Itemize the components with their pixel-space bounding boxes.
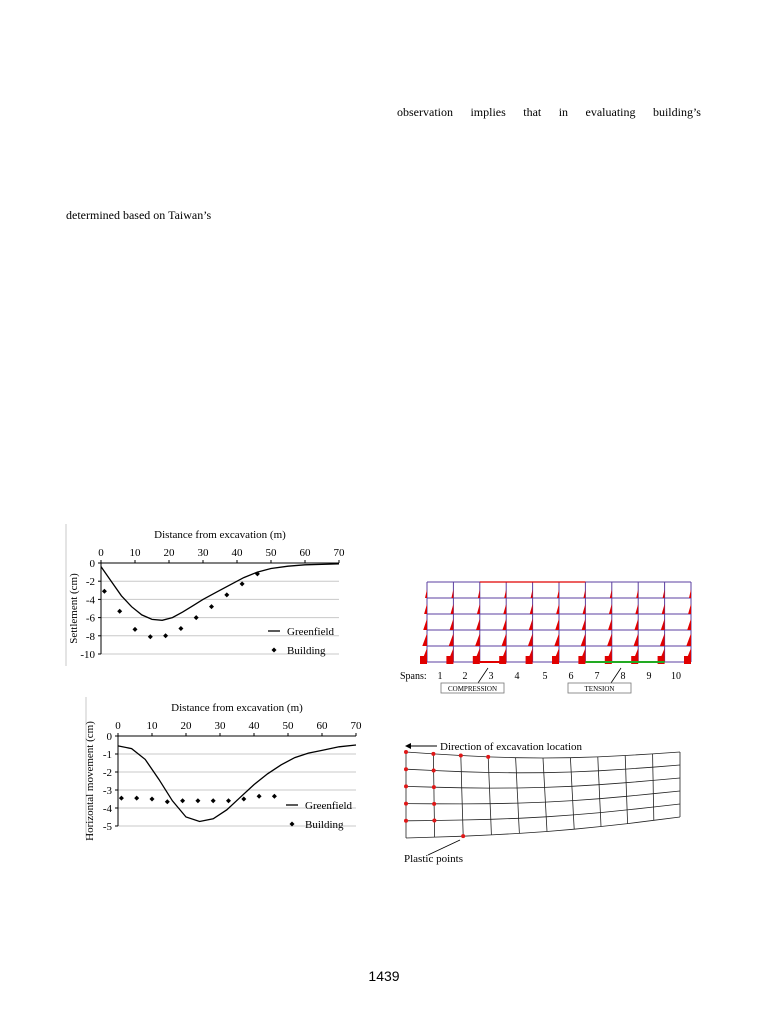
plastic-point xyxy=(432,802,436,806)
y-tick-label: -5 xyxy=(102,821,112,833)
plastic-point xyxy=(431,752,435,756)
plastic-point xyxy=(404,819,408,823)
x-tick-label: 50 xyxy=(265,547,277,559)
span-number: 5 xyxy=(542,671,548,682)
mesh-line-vertical xyxy=(653,754,654,820)
word: observation xyxy=(397,105,453,119)
x-tick-label: 70 xyxy=(333,547,345,559)
y-axis-label: Settlement (cm) xyxy=(68,573,80,644)
mesh-line-vertical xyxy=(516,758,520,834)
x-tick-label: 20 xyxy=(180,720,192,732)
mesh-line-vertical xyxy=(543,758,547,832)
plastic-point xyxy=(404,750,408,754)
mesh-line-vertical xyxy=(461,756,463,837)
x-axis-title: Distance from excavation (m) xyxy=(154,529,286,541)
plastic-label: Plastic points xyxy=(404,853,463,865)
y-tick-label: -10 xyxy=(80,649,95,661)
legend-label: Building xyxy=(305,819,344,831)
y-tick-label: -4 xyxy=(85,594,95,607)
x-tick-label: 40 xyxy=(248,720,260,732)
x-tick-label: 50 xyxy=(282,720,294,732)
x-tick-label: 40 xyxy=(231,547,243,559)
x-tick-label: 60 xyxy=(299,547,311,559)
page-number: 1439 xyxy=(368,968,400,984)
y-tick-label: -2 xyxy=(85,576,95,589)
x-tick-label: 30 xyxy=(197,547,209,559)
span-number: 3 xyxy=(488,671,494,682)
y-tick-label: -6 xyxy=(85,612,95,625)
x-tick-label: 10 xyxy=(146,720,158,732)
word: that xyxy=(523,105,542,119)
plastic-point xyxy=(459,754,463,758)
span-number: 10 xyxy=(671,671,681,682)
direction-arrowhead xyxy=(405,743,411,749)
mesh-line-vertical xyxy=(570,758,574,830)
y-tick-label: -3 xyxy=(102,785,112,797)
body-text-line-2: determined based on Taiwan’s xyxy=(66,208,212,222)
x-tick-label: 70 xyxy=(350,720,362,732)
plastic-point xyxy=(432,769,436,773)
mesh-line-vertical xyxy=(488,757,491,835)
y-tick-label: -2 xyxy=(102,767,112,779)
word: building’s xyxy=(652,105,701,119)
span-number: 1 xyxy=(437,671,443,682)
span-number: 7 xyxy=(594,671,600,682)
span-number: 4 xyxy=(514,671,520,682)
mesh-line-horizontal xyxy=(406,791,680,804)
x-tick-label: 30 xyxy=(214,720,226,732)
x-axis-title: Distance from excavation (m) xyxy=(171,702,303,714)
mesh-line-horizontal xyxy=(406,804,680,821)
word: implies xyxy=(470,105,506,119)
direction-label: Direction of excavation location xyxy=(440,741,583,753)
mesh-line-horizontal xyxy=(406,765,680,773)
spans-label: Spans: xyxy=(400,671,427,682)
plastic-point xyxy=(404,767,408,771)
y-tick-label: -8 xyxy=(85,630,95,643)
y-tick-label: 0 xyxy=(106,731,112,743)
legend-label: Greenfield xyxy=(287,626,335,638)
x-tick-label: 20 xyxy=(163,547,175,559)
x-tick-label: 0 xyxy=(115,720,121,732)
legend-label: Building xyxy=(287,645,326,657)
span-number: 6 xyxy=(568,671,574,682)
y-axis-label: Horizontal movement (cm) xyxy=(84,721,96,841)
mesh-line-vertical xyxy=(625,756,627,824)
plastic-point xyxy=(404,784,408,788)
plastic-point xyxy=(486,755,490,759)
x-tick-label: 0 xyxy=(98,547,104,559)
mesh-line-horizontal xyxy=(406,778,680,788)
y-tick-label: -1 xyxy=(102,749,112,761)
span-number: 8 xyxy=(620,671,626,682)
y-tick-label: -4 xyxy=(102,803,112,815)
compression-label: COMPRESSION xyxy=(447,685,498,693)
mesh-line-vertical xyxy=(433,754,434,837)
word: evaluating xyxy=(585,105,636,119)
x-tick-label: 10 xyxy=(129,547,141,559)
plastic-point xyxy=(432,785,436,789)
tension-label: TENSION xyxy=(584,685,615,693)
plastic-point xyxy=(432,818,436,822)
x-tick-label: 60 xyxy=(316,720,328,732)
word: in xyxy=(558,105,569,119)
y-tick-label: 0 xyxy=(89,558,95,570)
legend-label: Greenfield xyxy=(305,800,353,812)
span-number: 2 xyxy=(462,671,468,682)
plastic-point xyxy=(461,834,465,838)
span-number: 9 xyxy=(646,671,652,682)
plastic-point xyxy=(404,802,408,806)
mesh-line-vertical xyxy=(598,757,601,827)
